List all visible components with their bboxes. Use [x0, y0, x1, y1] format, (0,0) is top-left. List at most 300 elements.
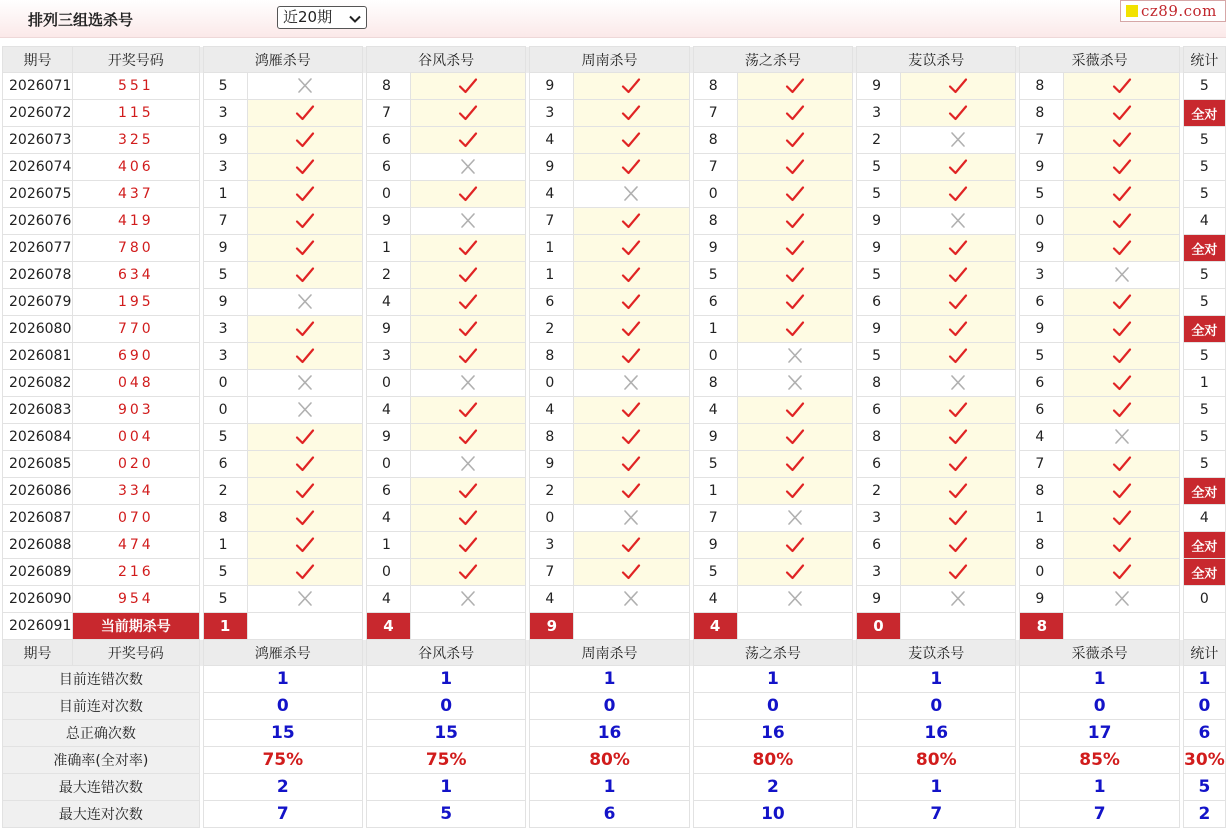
summary-value: 1 [366, 774, 525, 801]
kill-number-cell: 3 [857, 505, 901, 532]
check-icon [948, 320, 968, 338]
result-mark-cell [737, 532, 853, 559]
summary-value: 0 [203, 693, 362, 720]
check-icon [621, 158, 641, 176]
result-mark-cell [1064, 370, 1180, 397]
kill-number-cell: 9 [857, 235, 901, 262]
kill-number-cell: 0 [530, 370, 574, 397]
check-icon [458, 347, 478, 365]
summary-value: 85% [1020, 747, 1179, 774]
check-icon [295, 347, 315, 365]
check-icon [458, 185, 478, 203]
check-icon [785, 104, 805, 122]
kill-number-cell: 5 [857, 262, 901, 289]
result-mark-cell [574, 316, 690, 343]
period-cell: 2026081 [3, 343, 73, 370]
header-period: 期号 [3, 640, 73, 666]
result-mark-cell [410, 181, 526, 208]
kill-number-cell: 6 [1020, 397, 1064, 424]
check-icon [1112, 374, 1132, 392]
check-icon [458, 482, 478, 500]
check-icon [295, 158, 315, 176]
cross-icon [785, 590, 805, 608]
check-icon [1112, 212, 1132, 230]
check-icon [948, 482, 968, 500]
kill-number-cell: 5 [1020, 181, 1064, 208]
kill-number-cell: 8 [203, 505, 247, 532]
summary-value: 15 [366, 720, 525, 747]
kill-number-cell: 9 [203, 289, 247, 316]
result-mark-cell [410, 208, 526, 235]
check-icon [1112, 320, 1132, 338]
table-row [3, 559, 1226, 586]
result-mark-cell [410, 316, 526, 343]
result-mark-cell [1064, 586, 1180, 613]
cross-icon [1112, 590, 1132, 608]
result-mark-cell [900, 559, 1016, 586]
kill-number-cell: 6 [857, 451, 901, 478]
check-icon [1112, 347, 1132, 365]
result-mark-cell [247, 343, 363, 370]
kill-number-cell: 6 [1020, 370, 1064, 397]
result-mark-cell [247, 370, 363, 397]
period-cell: 2026075 [3, 181, 73, 208]
draw-number-cell: 325 [72, 127, 199, 154]
result-mark-cell [574, 208, 690, 235]
result-mark-cell [247, 316, 363, 343]
cross-icon [295, 590, 315, 608]
kill-number-cell: 0 [366, 181, 410, 208]
result-mark-cell [410, 370, 526, 397]
summary-value: 0 [693, 693, 852, 720]
kill-number-cell: 6 [857, 289, 901, 316]
kill-number-cell: 5 [203, 262, 247, 289]
check-icon [621, 239, 641, 257]
draw-number-cell: 419 [72, 208, 199, 235]
summary-value: 1 [203, 666, 362, 693]
stat-cell: 5 [1183, 181, 1225, 208]
summary-value: 2 [203, 774, 362, 801]
stat-cell: 4 [1183, 505, 1225, 532]
period-cell: 2026072 [3, 100, 73, 127]
kill-number-cell: 8 [530, 343, 574, 370]
check-icon [948, 455, 968, 473]
summary-value: 10 [693, 801, 852, 828]
period-cell: 2026079 [3, 289, 73, 316]
kill-number-cell: 4 [530, 127, 574, 154]
kill-number-cell: 0 [203, 370, 247, 397]
cross-icon [458, 455, 478, 473]
kill-number-cell: 1 [530, 262, 574, 289]
table-row [3, 181, 1226, 208]
check-icon [295, 509, 315, 527]
check-icon [1112, 293, 1132, 311]
logo-text: cz89.com [1141, 2, 1217, 20]
check-icon [621, 266, 641, 284]
table-row [3, 289, 1226, 316]
kill-number-cell: 9 [1020, 316, 1064, 343]
kill-number-cell: 3 [203, 343, 247, 370]
result-mark-cell [410, 451, 526, 478]
summary-label: 准确率(全对率) [3, 747, 200, 774]
kill-number-cell: 4 [530, 397, 574, 424]
result-mark-cell [900, 181, 1016, 208]
cross-icon [948, 374, 968, 392]
result-mark-cell [247, 478, 363, 505]
result-mark-cell [247, 100, 363, 127]
summary-value: 1 [366, 666, 525, 693]
draw-number-cell: 004 [72, 424, 199, 451]
summary-value: 16 [530, 720, 689, 747]
summary-label: 最大连错次数 [3, 774, 200, 801]
kill-number-cell: 5 [203, 424, 247, 451]
stat-cell: 5 [1183, 262, 1225, 289]
current-kill-label: 当前期杀号 [72, 613, 199, 640]
draw-number-cell: 334 [72, 478, 199, 505]
summary-value: 5 [366, 801, 525, 828]
result-mark-cell [574, 181, 690, 208]
period-cell: 2026077 [3, 235, 73, 262]
all-correct-badge: 全对 [1183, 532, 1225, 559]
result-mark-cell [1064, 181, 1180, 208]
period-cell: 2026083 [3, 397, 73, 424]
result-mark-cell [1064, 424, 1180, 451]
draw-number-cell: 216 [72, 559, 199, 586]
kill-number-cell: 8 [1020, 100, 1064, 127]
result-mark-cell [410, 424, 526, 451]
blank-cell [247, 613, 363, 640]
result-mark-cell [574, 424, 690, 451]
check-icon [948, 266, 968, 284]
kill-number-cell: 5 [857, 343, 901, 370]
period-cell: 2026078 [3, 262, 73, 289]
kill-number-cell: 0 [1020, 208, 1064, 235]
kill-number-cell: 1 [366, 532, 410, 559]
logo-square-icon [1126, 5, 1138, 17]
result-mark-cell [247, 424, 363, 451]
summary-value: 7 [857, 801, 1016, 828]
summary-label: 目前连对次数 [3, 693, 200, 720]
result-mark-cell [1064, 127, 1180, 154]
summary-value: 1 [530, 774, 689, 801]
check-icon [1112, 158, 1132, 176]
result-mark-cell [574, 154, 690, 181]
result-mark-cell [574, 343, 690, 370]
kill-number-cell: 9 [366, 208, 410, 235]
kill-number-cell: 6 [203, 451, 247, 478]
result-mark-cell [247, 532, 363, 559]
header-expert-2: 谷风杀号 [366, 47, 525, 73]
draw-number-cell: 780 [72, 235, 199, 262]
kill-number-cell: 4 [366, 289, 410, 316]
cross-icon [458, 212, 478, 230]
summary-value: 75% [203, 747, 362, 774]
result-mark-cell [410, 154, 526, 181]
kill-number-cell: 4 [366, 586, 410, 613]
result-mark-cell [574, 586, 690, 613]
summary-row [3, 693, 1226, 720]
result-mark-cell [247, 127, 363, 154]
check-icon [621, 212, 641, 230]
cross-icon [458, 374, 478, 392]
cross-icon [1112, 266, 1132, 284]
blank-cell [410, 613, 526, 640]
summary-row [3, 747, 1226, 774]
check-icon [785, 239, 805, 257]
summary-stat-value: 6 [1183, 720, 1225, 747]
check-icon [1112, 455, 1132, 473]
check-icon [621, 293, 641, 311]
summary-value: 80% [530, 747, 689, 774]
check-icon [785, 482, 805, 500]
kill-number-cell: 6 [857, 532, 901, 559]
cross-icon [948, 131, 968, 149]
result-mark-cell [1064, 100, 1180, 127]
summary-value: 7 [1020, 801, 1179, 828]
kill-number-cell: 9 [366, 316, 410, 343]
result-mark-cell [574, 127, 690, 154]
check-icon [785, 320, 805, 338]
result-mark-cell [1064, 505, 1180, 532]
check-icon [621, 77, 641, 95]
kill-number-cell: 3 [530, 532, 574, 559]
summary-value: 0 [530, 693, 689, 720]
check-icon [458, 77, 478, 95]
check-icon [458, 320, 478, 338]
check-icon [458, 131, 478, 149]
summary-stat-value: 2 [1183, 801, 1225, 828]
summary-value: 16 [857, 720, 1016, 747]
check-icon [458, 536, 478, 554]
check-icon [948, 185, 968, 203]
kill-number-cell: 8 [693, 127, 737, 154]
all-correct-badge: 全对 [1183, 100, 1225, 127]
period-cell: 2026073 [3, 127, 73, 154]
header-draw: 开奖号码 [72, 640, 199, 666]
result-mark-cell [900, 208, 1016, 235]
table-row [3, 316, 1226, 343]
result-mark-cell [410, 505, 526, 532]
result-mark-cell [900, 505, 1016, 532]
draw-number-cell: 020 [72, 451, 199, 478]
kill-number-cell: 3 [1020, 262, 1064, 289]
check-icon [295, 536, 315, 554]
summary-header-row [3, 640, 1226, 666]
result-mark-cell [574, 235, 690, 262]
cross-icon [785, 347, 805, 365]
result-mark-cell [737, 289, 853, 316]
check-icon [948, 563, 968, 581]
summary-row [3, 801, 1226, 828]
kill-number-cell: 9 [693, 235, 737, 262]
summary-value: 6 [530, 801, 689, 828]
kill-number-cell: 2 [857, 127, 901, 154]
cross-icon [295, 77, 315, 95]
result-mark-cell [574, 532, 690, 559]
result-mark-cell [247, 586, 363, 613]
kill-number-cell: 9 [530, 154, 574, 181]
kill-number-cell: 8 [693, 208, 737, 235]
result-mark-cell [574, 478, 690, 505]
check-icon [458, 266, 478, 284]
kill-number-cell: 8 [857, 424, 901, 451]
check-icon [295, 266, 315, 284]
check-icon [948, 509, 968, 527]
check-icon [948, 536, 968, 554]
summary-value: 15 [203, 720, 362, 747]
check-icon [295, 131, 315, 149]
kill-number-cell: 3 [530, 100, 574, 127]
kill-number-cell: 5 [857, 181, 901, 208]
result-mark-cell [900, 370, 1016, 397]
stat-cell: 4 [1183, 208, 1225, 235]
current-kill-number: 0 [857, 613, 901, 640]
kill-number-cell: 9 [530, 73, 574, 100]
cross-icon [948, 212, 968, 230]
kill-number-cell: 7 [693, 100, 737, 127]
header-expert-4: 荡之杀号 [693, 640, 852, 666]
stat-cell: 5 [1183, 289, 1225, 316]
kill-number-cell: 0 [366, 370, 410, 397]
check-icon [1112, 104, 1132, 122]
result-mark-cell [410, 532, 526, 559]
result-mark-cell [737, 451, 853, 478]
check-icon [948, 239, 968, 257]
result-mark-cell [410, 73, 526, 100]
table-row [3, 262, 1226, 289]
check-icon [621, 536, 641, 554]
result-mark-cell [737, 505, 853, 532]
cross-icon [295, 401, 315, 419]
kill-number-cell: 1 [366, 235, 410, 262]
check-icon [621, 563, 641, 581]
result-mark-cell [900, 127, 1016, 154]
kill-number-cell: 4 [366, 397, 410, 424]
result-mark-cell [737, 370, 853, 397]
result-mark-cell [574, 262, 690, 289]
result-mark-cell [737, 559, 853, 586]
kill-number-cell: 3 [857, 559, 901, 586]
header-expert-1: 鸿雁杀号 [203, 47, 362, 73]
kill-number-cell: 6 [366, 478, 410, 505]
check-icon [1112, 482, 1132, 500]
check-icon [785, 293, 805, 311]
cross-icon [621, 185, 641, 203]
kill-number-cell: 9 [857, 208, 901, 235]
check-icon [1112, 239, 1132, 257]
cross-icon [621, 509, 641, 527]
result-mark-cell [900, 289, 1016, 316]
result-mark-cell [574, 559, 690, 586]
kill-number-cell: 7 [530, 208, 574, 235]
summary-value: 75% [366, 747, 525, 774]
period-select[interactable] [277, 6, 367, 29]
header-expert-5: 苃苡杀号 [857, 47, 1016, 73]
result-mark-cell [900, 235, 1016, 262]
result-mark-cell [410, 127, 526, 154]
table-row [3, 505, 1226, 532]
kill-number-cell: 5 [203, 559, 247, 586]
kill-number-cell: 7 [1020, 451, 1064, 478]
kill-number-cell: 3 [366, 343, 410, 370]
kill-number-cell: 2 [857, 478, 901, 505]
summary-row [3, 774, 1226, 801]
check-icon [621, 320, 641, 338]
table-row [3, 73, 1226, 100]
result-mark-cell [247, 559, 363, 586]
period-cell: 2026080 [3, 316, 73, 343]
result-mark-cell [737, 181, 853, 208]
result-mark-cell [900, 73, 1016, 100]
check-icon [295, 428, 315, 446]
check-icon [948, 347, 968, 365]
kill-number-cell: 1 [1020, 505, 1064, 532]
result-mark-cell [410, 478, 526, 505]
result-mark-cell [247, 451, 363, 478]
result-mark-cell [900, 316, 1016, 343]
kill-number-cell: 5 [857, 154, 901, 181]
current-kill-number: 1 [203, 613, 247, 640]
kill-number-cell: 5 [1020, 343, 1064, 370]
period-cell: 2026085 [3, 451, 73, 478]
check-icon [295, 320, 315, 338]
summary-row [3, 720, 1226, 747]
result-mark-cell [574, 451, 690, 478]
draw-number-cell: 048 [72, 370, 199, 397]
site-logo[interactable] [1120, 0, 1226, 22]
header-expert-4: 荡之杀号 [693, 47, 852, 73]
result-mark-cell [410, 397, 526, 424]
draw-number-cell: 690 [72, 343, 199, 370]
draw-number-cell: 903 [72, 397, 199, 424]
kill-number-cell: 9 [1020, 235, 1064, 262]
check-icon [621, 347, 641, 365]
summary-stat-value: 1 [1183, 666, 1225, 693]
kill-number-cell: 3 [203, 154, 247, 181]
blank-cell [1183, 613, 1225, 640]
table-row [3, 532, 1226, 559]
period-cell: 2026074 [3, 154, 73, 181]
cross-icon [295, 293, 315, 311]
kill-number-cell: 7 [530, 559, 574, 586]
summary-value: 17 [1020, 720, 1179, 747]
header-expert-3: 周南杀号 [530, 640, 689, 666]
result-mark-cell [247, 289, 363, 316]
period-cell: 2026088 [3, 532, 73, 559]
kill-number-cell: 8 [1020, 73, 1064, 100]
result-mark-cell [737, 397, 853, 424]
kill-number-cell: 6 [366, 154, 410, 181]
kill-number-cell: 8 [530, 424, 574, 451]
header-period: 期号 [3, 47, 73, 73]
period-cell: 2026089 [3, 559, 73, 586]
check-icon [948, 104, 968, 122]
page-title: 排列三组选杀号 [28, 11, 134, 29]
table-header-row [3, 47, 1226, 73]
result-mark-cell [574, 100, 690, 127]
kill-number-cell: 9 [366, 424, 410, 451]
kill-number-cell: 8 [1020, 478, 1064, 505]
result-mark-cell [410, 235, 526, 262]
summary-stat-value: 0 [1183, 693, 1225, 720]
table-row [3, 370, 1226, 397]
summary-value: 0 [857, 693, 1016, 720]
table-row [3, 127, 1226, 154]
check-icon [1112, 185, 1132, 203]
chevron-down-icon [348, 11, 362, 25]
check-icon [785, 428, 805, 446]
result-mark-cell [900, 262, 1016, 289]
